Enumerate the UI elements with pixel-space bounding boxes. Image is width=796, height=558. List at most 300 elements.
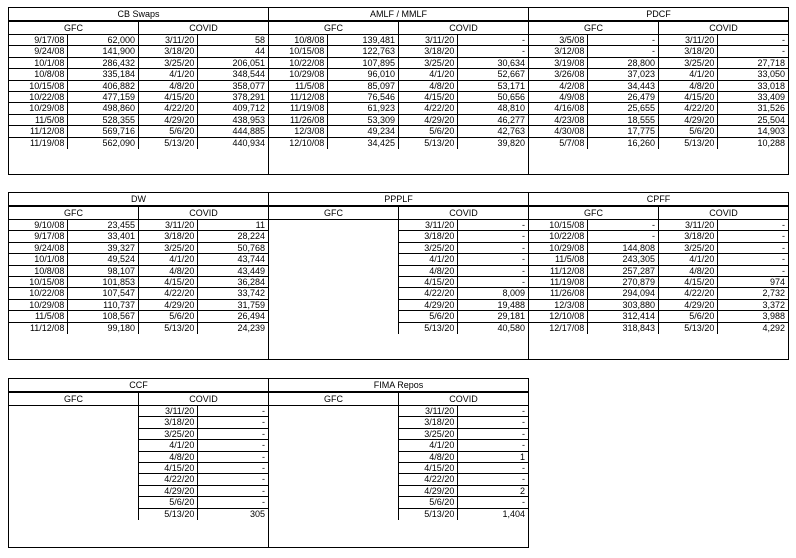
table-row (399, 220, 528, 231)
covid-section (138, 207, 268, 334)
table-row (269, 92, 398, 103)
date-cell: 4/1/20 (399, 254, 458, 264)
table-row (659, 115, 788, 126)
table-row (139, 92, 268, 103)
date-cell: 11/19/08 (9, 138, 68, 149)
covid-section (398, 393, 528, 520)
table-row (9, 231, 138, 242)
table-row (659, 35, 788, 46)
date-cell: 5/13/20 (659, 323, 718, 334)
value-cell: 108,567 (102, 311, 135, 322)
date-cell: 12/10/08 (529, 311, 588, 321)
date-cell: 4/22/20 (139, 288, 198, 298)
table-row (269, 69, 398, 80)
date-cell: 3/5/08 (529, 35, 588, 45)
date-cell: 10/15/08 (269, 46, 328, 56)
panel-title: PDCF (529, 8, 788, 22)
covid-header: COVID (139, 393, 268, 406)
date-cell: 3/19/08 (529, 58, 588, 68)
date-cell: 5/13/20 (659, 138, 718, 149)
value-cell: 974 (769, 276, 785, 287)
value-cell: - (261, 428, 265, 439)
date-cell: 5/6/20 (139, 311, 198, 321)
date-cell: 4/15/20 (659, 277, 718, 287)
table-row (529, 243, 658, 254)
value-cell: 406,882 (102, 80, 135, 91)
value-cell: - (521, 265, 525, 276)
table-row (9, 277, 138, 288)
table-row (139, 509, 268, 520)
table-row (139, 254, 268, 265)
date-cell: 10/15/08 (529, 220, 588, 230)
date-cell: 11/12/08 (9, 323, 68, 334)
date-cell: 3/11/20 (399, 35, 458, 45)
date-cell: 4/29/20 (659, 115, 718, 125)
table-row (399, 254, 528, 265)
date-cell: 4/15/20 (659, 92, 718, 102)
date-cell: 4/8/20 (399, 266, 458, 276)
date-cell: 4/23/08 (529, 115, 588, 125)
date-cell: 10/22/08 (9, 92, 68, 102)
value-cell: 18,555 (627, 114, 655, 125)
value-cell: 27,718 (757, 57, 785, 68)
date-cell: 3/25/20 (139, 58, 198, 68)
table-row (9, 311, 138, 322)
table-row (529, 254, 658, 265)
value-cell: - (781, 231, 785, 242)
panel-title: DW (9, 193, 268, 207)
date-cell: 4/8/20 (659, 81, 718, 91)
date-cell: 10/15/08 (9, 277, 68, 287)
value-cell: - (521, 242, 525, 253)
table-row (399, 323, 528, 334)
value-cell: 33,409 (757, 91, 785, 102)
date-cell: 4/15/20 (399, 463, 458, 473)
value-cell: 144,808 (622, 242, 655, 253)
value-cell: 26,494 (237, 311, 265, 322)
date-cell: 9/24/08 (9, 243, 68, 253)
value-cell: 34,425 (367, 137, 395, 148)
date-cell: 4/22/20 (399, 103, 458, 113)
table-row (529, 300, 658, 311)
date-cell: 4/29/20 (659, 300, 718, 310)
table-row (139, 266, 268, 277)
date-cell: 5/13/20 (139, 138, 198, 149)
panel-ccf (8, 378, 269, 548)
date-cell: 11/26/08 (529, 288, 588, 298)
gfc-section (269, 393, 398, 520)
table-row (659, 126, 788, 137)
table-row (9, 220, 138, 231)
table-row (139, 220, 268, 231)
table-row (139, 440, 268, 451)
covid-section (658, 207, 788, 334)
date-cell: 3/18/20 (399, 231, 458, 241)
table-row (529, 115, 658, 126)
date-cell: 3/25/20 (139, 429, 198, 439)
table-row (139, 288, 268, 299)
gfc-header: GFC (9, 393, 138, 406)
value-cell: - (781, 46, 785, 57)
value-cell: - (521, 474, 525, 485)
date-cell: 10/8/08 (269, 35, 328, 45)
date-cell: 3/12/08 (529, 46, 588, 56)
date-cell: 3/18/20 (659, 46, 718, 56)
table-row (399, 266, 528, 277)
table-row (659, 277, 788, 288)
covid-section (658, 22, 788, 149)
table-row (139, 474, 268, 485)
date-cell: 3/25/20 (399, 58, 458, 68)
table-row (399, 115, 528, 126)
date-cell: 4/15/20 (399, 92, 458, 102)
value-cell: 96,010 (367, 69, 395, 80)
date-cell: 4/1/20 (659, 254, 718, 264)
date-cell: 4/1/20 (399, 69, 458, 79)
value-cell: 28,224 (237, 231, 265, 242)
covid-header: COVID (139, 207, 268, 220)
value-cell: 1 (519, 451, 525, 462)
date-cell: 3/18/20 (399, 417, 458, 427)
table-row (659, 220, 788, 231)
value-cell: 303,880 (622, 299, 655, 310)
value-cell: 11 (255, 220, 265, 230)
value-cell: 52,667 (497, 69, 525, 80)
table-row (529, 138, 658, 149)
date-cell: 3/18/20 (139, 46, 198, 56)
value-cell: 10,288 (757, 137, 785, 148)
date-cell: 4/29/20 (399, 300, 458, 310)
value-cell: 26,479 (627, 91, 655, 102)
table-row (9, 81, 138, 92)
value-cell: - (261, 462, 265, 473)
value-cell: 33,050 (757, 69, 785, 80)
value-cell: 3,372 (762, 299, 785, 310)
date-cell: 3/18/20 (139, 231, 198, 241)
panel-columns (269, 393, 528, 520)
table-row (9, 288, 138, 299)
panel-columns (9, 22, 268, 149)
table-row (399, 277, 528, 288)
value-cell: 335,184 (102, 69, 135, 80)
value-cell: 17,775 (627, 126, 655, 137)
table-row (139, 46, 268, 57)
value-cell: - (521, 276, 525, 287)
panel-columns (269, 22, 528, 149)
date-cell: 10/22/08 (9, 288, 68, 298)
value-cell: 33,401 (107, 231, 135, 242)
date-cell: 3/25/20 (399, 429, 458, 439)
table-row (9, 58, 138, 69)
value-cell: 98,107 (107, 265, 135, 276)
value-cell: - (781, 242, 785, 253)
date-cell: 3/11/20 (399, 220, 458, 230)
date-cell: 4/8/20 (399, 81, 458, 91)
value-cell: - (781, 35, 785, 45)
table-row (529, 58, 658, 69)
date-cell: 12/3/08 (529, 300, 588, 310)
gfc-section (269, 22, 398, 149)
value-cell: 25,504 (757, 114, 785, 125)
table-row (529, 277, 658, 288)
panel-columns (9, 393, 268, 520)
value-cell: 440,934 (232, 137, 265, 148)
date-cell: 9/10/08 (9, 220, 68, 230)
panel-title: CCF (9, 379, 268, 393)
gfc-header: GFC (269, 207, 398, 220)
date-cell: 11/19/08 (269, 103, 328, 113)
panel-title: AMLF / MMLF (269, 8, 528, 22)
table-row (139, 406, 268, 417)
date-cell: 4/29/20 (399, 486, 458, 496)
value-cell: 243,305 (622, 254, 655, 265)
table-row (139, 81, 268, 92)
panel-pdcf (528, 7, 789, 175)
date-cell: 3/11/20 (139, 406, 198, 416)
covid-header: COVID (399, 393, 528, 406)
value-cell: 16,260 (627, 137, 655, 148)
date-cell: 4/1/20 (139, 440, 198, 450)
date-cell: 10/29/08 (269, 69, 328, 79)
value-cell: 34,443 (627, 80, 655, 91)
date-cell: 12/3/08 (269, 126, 328, 136)
date-cell: 3/18/20 (399, 46, 458, 56)
panel-columns (529, 207, 788, 334)
gfc-section (9, 22, 138, 149)
covid-header: COVID (659, 22, 788, 35)
table-row (9, 266, 138, 277)
table-row (659, 81, 788, 92)
value-cell: - (261, 417, 265, 428)
value-cell: - (521, 231, 525, 242)
table-row (269, 58, 398, 69)
table-row (9, 243, 138, 254)
value-cell: 562,090 (102, 137, 135, 148)
value-cell: 2,732 (762, 288, 785, 299)
gfc-header: GFC (9, 22, 138, 35)
value-cell: 50,656 (497, 91, 525, 102)
date-cell: 3/25/20 (399, 243, 458, 253)
date-cell: 11/5/08 (529, 254, 588, 264)
date-cell: 4/22/20 (659, 103, 718, 113)
table-row (659, 288, 788, 299)
table-row (659, 300, 788, 311)
date-cell: 4/29/20 (139, 300, 198, 310)
value-cell: 4,292 (762, 322, 785, 333)
value-cell: 286,432 (102, 57, 135, 68)
date-cell: 11/5/08 (9, 311, 68, 321)
date-cell: 5/13/20 (139, 509, 198, 520)
date-cell: 4/9/08 (529, 92, 588, 102)
date-cell: 10/8/08 (9, 266, 68, 276)
table-row (269, 35, 398, 46)
table-row (9, 46, 138, 57)
value-cell: - (521, 440, 525, 451)
value-cell: - (781, 265, 785, 276)
date-cell: 10/1/08 (9, 58, 68, 68)
table-row (9, 92, 138, 103)
table-row (139, 417, 268, 428)
value-cell: 46,277 (497, 114, 525, 125)
table-row (399, 429, 528, 440)
table-row (139, 69, 268, 80)
date-cell: 9/17/08 (9, 231, 68, 241)
value-cell: 31,759 (237, 299, 265, 310)
value-cell: 29,181 (497, 311, 525, 322)
value-cell: 8,009 (502, 288, 525, 299)
table-row (139, 452, 268, 463)
date-cell: 4/1/20 (399, 440, 458, 450)
table-row (529, 323, 658, 334)
value-cell: 409,712 (232, 103, 265, 114)
value-cell: 257,287 (622, 265, 655, 276)
table-row (139, 243, 268, 254)
gfc-section (9, 207, 138, 334)
date-cell: 3/11/20 (399, 406, 458, 416)
table-row (399, 92, 528, 103)
table-row (399, 452, 528, 463)
date-cell: 12/17/08 (529, 323, 588, 334)
value-cell: 24,239 (237, 322, 265, 333)
date-cell: 3/11/20 (139, 220, 198, 230)
date-cell: 4/1/20 (659, 69, 718, 79)
date-cell: 11/12/08 (269, 92, 328, 102)
value-cell: 318,843 (622, 322, 655, 333)
table-row (139, 463, 268, 474)
value-cell: 49,234 (367, 126, 395, 137)
value-cell: 2 (519, 485, 525, 496)
date-cell: 4/1/20 (139, 254, 198, 264)
date-cell: 3/11/20 (659, 220, 718, 230)
value-cell: 30,634 (497, 57, 525, 68)
table-row (269, 81, 398, 92)
value-cell: 19,488 (497, 299, 525, 310)
value-cell: - (651, 46, 655, 57)
table-row (9, 126, 138, 137)
table-row (659, 323, 788, 334)
table-row (529, 126, 658, 137)
date-cell: 4/22/20 (139, 103, 198, 113)
panel-cb-swaps (8, 7, 269, 175)
value-cell: 294,094 (622, 288, 655, 299)
value-cell: 477,159 (102, 91, 135, 102)
table-row (529, 220, 658, 231)
value-cell: 36,284 (237, 276, 265, 287)
value-cell: - (521, 497, 525, 508)
gfc-header: GFC (529, 207, 658, 220)
date-cell: 4/8/20 (139, 266, 198, 276)
date-cell: 4/22/20 (659, 288, 718, 298)
date-cell: 4/8/20 (399, 452, 458, 462)
value-cell: - (521, 46, 525, 57)
value-cell: 43,449 (237, 265, 265, 276)
date-cell: 5/13/20 (399, 138, 458, 149)
date-cell: 9/24/08 (9, 46, 68, 56)
date-cell: 5/7/08 (529, 138, 588, 149)
value-cell: - (261, 497, 265, 508)
date-cell: 4/22/20 (399, 474, 458, 484)
gfc-section (269, 207, 398, 334)
date-cell: 5/6/20 (399, 311, 458, 321)
value-cell: - (521, 428, 525, 439)
date-cell: 4/29/20 (139, 486, 198, 496)
table-row (139, 429, 268, 440)
gfc-section (529, 207, 658, 334)
date-cell: 10/29/08 (9, 300, 68, 310)
value-cell: 44 (254, 46, 265, 57)
value-cell: 444,885 (232, 126, 265, 137)
panel-columns (529, 22, 788, 149)
value-cell: 378,291 (232, 91, 265, 102)
table-row (529, 92, 658, 103)
covid-section (398, 22, 528, 149)
date-cell: 4/15/20 (399, 277, 458, 287)
value-cell: - (521, 462, 525, 473)
table-row (139, 497, 268, 508)
value-cell: - (521, 35, 525, 45)
value-cell: 23,455 (107, 220, 135, 230)
gfc-section (9, 393, 138, 520)
value-cell: 28,800 (627, 57, 655, 68)
table-row (399, 46, 528, 57)
table-row (399, 81, 528, 92)
date-cell: 10/22/08 (529, 231, 588, 241)
empty-column (269, 406, 398, 533)
date-cell: 3/18/20 (659, 231, 718, 241)
date-cell: 4/1/20 (139, 69, 198, 79)
value-cell: 206,051 (232, 57, 265, 68)
value-cell: 85,097 (367, 80, 395, 91)
date-cell: 5/13/20 (399, 323, 458, 334)
date-cell: 4/30/08 (529, 126, 588, 136)
table-row (139, 300, 268, 311)
value-cell: - (261, 485, 265, 496)
covid-header: COVID (139, 22, 268, 35)
date-cell: 11/19/08 (529, 277, 588, 287)
value-cell: 99,180 (107, 322, 135, 333)
date-cell: 5/6/20 (659, 126, 718, 136)
date-cell: 9/17/08 (9, 35, 68, 45)
gfc-header: GFC (9, 207, 138, 220)
table-row (9, 115, 138, 126)
value-cell: 101,853 (102, 276, 135, 287)
table-row (399, 509, 528, 520)
date-cell: 11/12/08 (9, 126, 68, 136)
table-row (659, 103, 788, 114)
table-row (269, 126, 398, 137)
panel-title: CB Swaps (9, 8, 268, 22)
value-cell: - (521, 254, 525, 265)
value-cell: 141,900 (102, 46, 135, 57)
table-row (139, 35, 268, 46)
table-row (399, 126, 528, 137)
date-cell: 4/29/20 (399, 115, 458, 125)
panel-columns (9, 207, 268, 334)
value-cell: 53,171 (497, 80, 525, 91)
table-row (139, 138, 268, 149)
value-cell: - (651, 35, 655, 45)
date-cell: 12/10/08 (269, 138, 328, 149)
gfc-section (529, 22, 658, 149)
empty-column (269, 220, 398, 347)
date-cell: 11/26/08 (269, 115, 328, 125)
date-cell: 3/18/20 (139, 417, 198, 427)
date-cell: 3/11/20 (659, 35, 718, 45)
panel-fima-repos (268, 378, 529, 548)
table-row (9, 138, 138, 149)
value-cell: 3,988 (762, 311, 785, 322)
table-row (399, 417, 528, 428)
